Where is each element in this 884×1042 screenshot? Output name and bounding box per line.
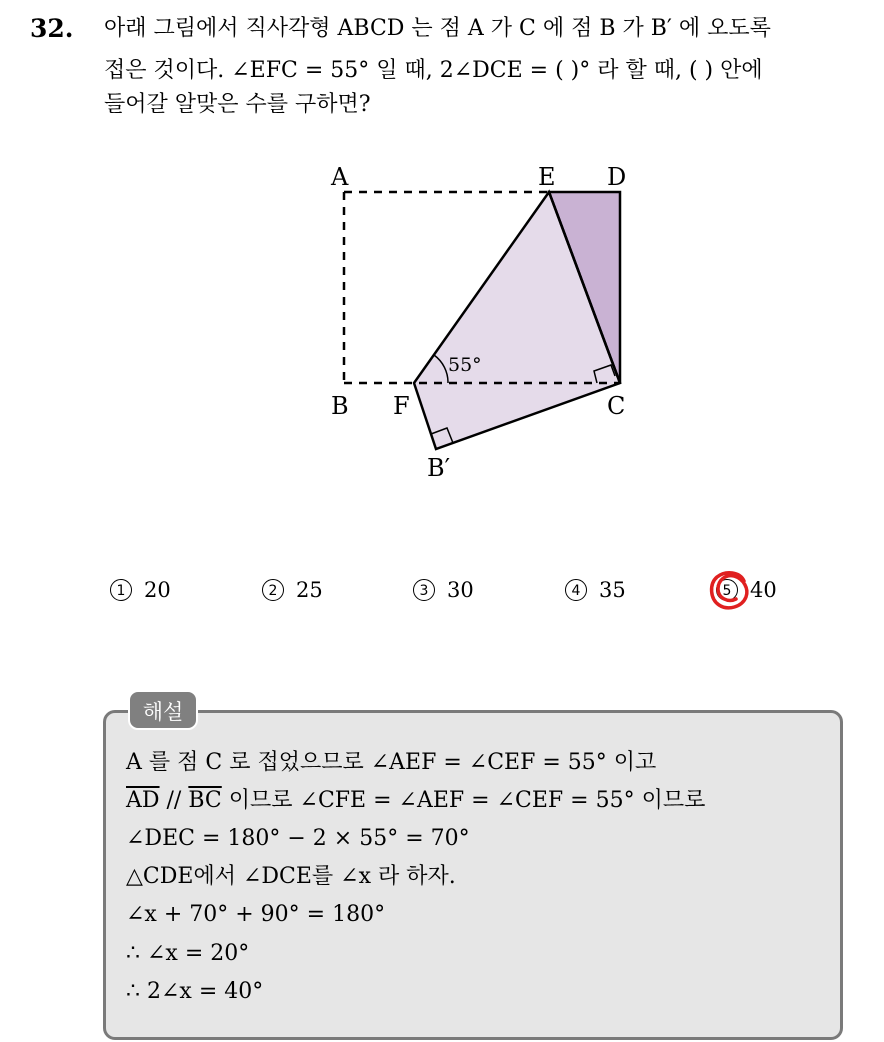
choice-1-value: 20: [144, 578, 171, 602]
solution-line-5: ∠x + 70° + 90° = 180°: [126, 902, 386, 927]
solution-line-6: ∴ ∠x = 20°: [126, 941, 250, 966]
point-label-b-prime: B′: [427, 454, 451, 482]
point-label-e: E: [538, 163, 556, 191]
solution-line-4: △CDE에서 ∠DCE를 ∠x 라 하자.: [126, 864, 456, 889]
selected-answer-circle-icon: [706, 567, 752, 613]
solution-line-2-rest: 이므로 ∠CFE = ∠AEF = ∠CEF = 55° 이므로: [221, 788, 706, 813]
choice-3[interactable]: [413, 578, 474, 602]
solution-line-7: ∴ 2∠x = 40°: [126, 979, 264, 1004]
segment-ad: $\overline{AD}$: [126, 788, 160, 813]
point-label-f: F: [393, 392, 410, 420]
point-label-c: C: [607, 392, 626, 420]
question-line-3: 들어갈 알맞은 수를 구하면?: [104, 92, 371, 117]
problem-number: 32.: [30, 14, 74, 43]
choice-2-mark: 2: [262, 579, 284, 601]
choice-4-value: 35: [599, 578, 626, 602]
solution-line-1: A 를 점 C 로 접었으므로 ∠AEF = ∠CEF = 55° 이고: [126, 750, 657, 775]
choice-5[interactable]: [716, 578, 777, 602]
choice-5-value: 40: [750, 578, 777, 602]
choice-1[interactable]: [110, 578, 171, 602]
choice-2[interactable]: [262, 578, 323, 602]
choice-5-mark: 5: [716, 579, 738, 601]
solution-line-3: ∠DEC = 180° − 2 × 55° = 70°: [126, 826, 470, 851]
solution-line-2: [126, 786, 705, 816]
angle-label-55: 55°: [448, 354, 482, 376]
point-label-a: A: [331, 163, 349, 191]
question-line-1: 아래 그림에서 직사각형 ABCD 는 점 A 가 C 에 점 B 가 B′ 에 오도록: [104, 16, 771, 41]
choice-4-mark: 4: [565, 579, 587, 601]
point-label-d: D: [607, 163, 627, 191]
segment-bc: $\overline{BC}$: [188, 788, 222, 813]
solution-tab: 해설: [128, 690, 198, 730]
question-line-2: 접은 것이다. ∠EFC = 55° 일 때, 2∠DCE = ( )° 라 할 때, ( ) 안에: [104, 58, 763, 83]
choice-4[interactable]: [565, 578, 626, 602]
parallel-symbol: //: [159, 788, 189, 813]
answer-choices: [0, 578, 884, 612]
point-label-b: B: [331, 392, 349, 420]
choice-3-value: 30: [447, 578, 474, 602]
choice-2-value: 25: [296, 578, 323, 602]
choice-3-mark: 3: [413, 579, 435, 601]
folded-rectangle-figure: [0, 0, 884, 520]
choice-1-mark: 1: [110, 579, 132, 601]
